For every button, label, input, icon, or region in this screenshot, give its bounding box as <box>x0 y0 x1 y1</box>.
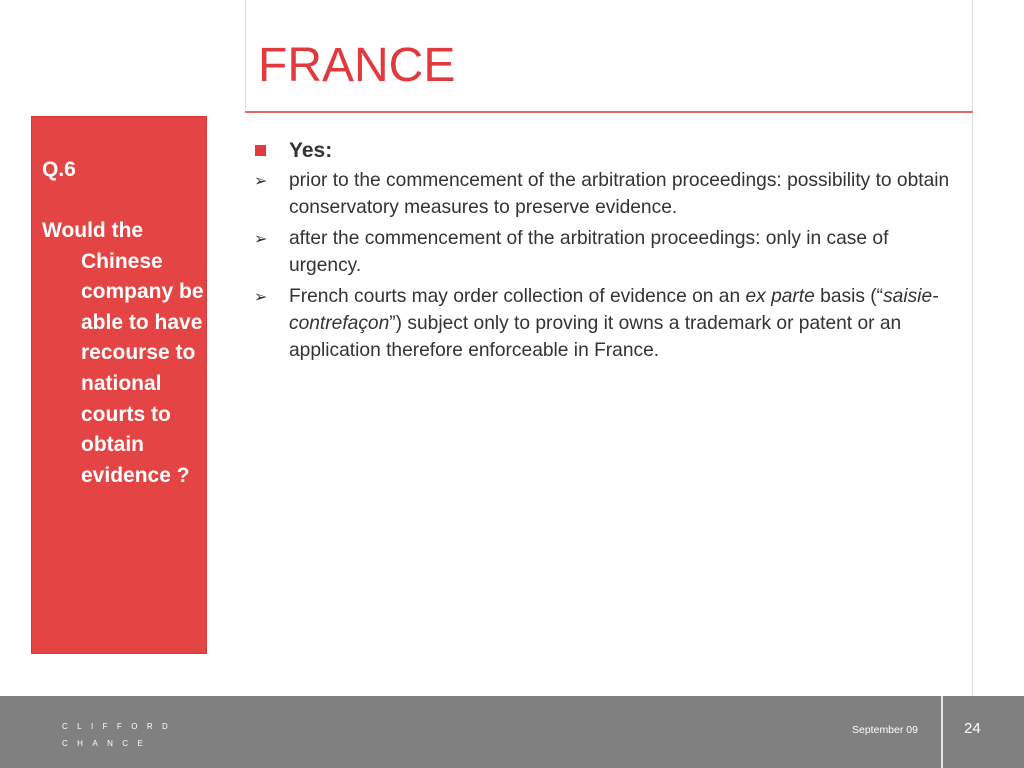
footer-bar <box>0 696 1024 768</box>
logo-line-1: CLIFFORD <box>62 722 178 731</box>
square-bullet-icon <box>255 145 266 156</box>
answer-item-italic: saisie-contrefaçon <box>289 286 939 334</box>
answer-item-text-part: basis (“ <box>814 286 884 308</box>
guide-line-right <box>972 0 973 696</box>
title-underline <box>245 111 973 113</box>
question-rest: Chinese company be able to have recourse to national courts to obtain evidence ? <box>81 249 204 487</box>
answer-item <box>250 168 960 221</box>
answer-item <box>250 226 960 279</box>
question-number: Q.6 <box>42 158 76 181</box>
arrow-bullet-icon: ➢ <box>254 287 268 307</box>
page-number: 24 <box>964 720 981 737</box>
question-text <box>42 216 204 491</box>
answer-bullet <box>250 138 960 168</box>
logo-line-2: CHANCE <box>62 739 153 748</box>
answer-item-italic: ex parte <box>745 286 815 308</box>
question-lead: Would the <box>42 219 144 242</box>
answer-item-text: prior to the commencement of the arbitration proceedings: possibility to obtain conservatory measures to preserve evidence. <box>289 170 950 218</box>
question-panel <box>31 116 207 654</box>
arrow-bullet-icon: ➢ <box>254 171 268 190</box>
answer-label: Yes: <box>289 139 333 162</box>
answer-item-text-part: French courts may order collection of evidence on an <box>289 286 746 308</box>
company-logo <box>62 718 177 752</box>
guide-line-left <box>245 0 246 108</box>
answer-content <box>250 138 960 369</box>
footer-date: September 09 <box>852 724 918 736</box>
footer-divider <box>941 696 943 768</box>
answer-item-text: after the commencement of the arbitration proceedings: only in case of urgency. <box>289 228 889 276</box>
arrow-bullet-icon: ➢ <box>254 229 268 249</box>
answer-item <box>250 284 960 364</box>
slide-title: FRANCE <box>258 39 456 92</box>
answer-item-text-part: ”) subject only to proving it owns a trademark or patent or an application therefore enforceable in France. <box>289 312 902 361</box>
